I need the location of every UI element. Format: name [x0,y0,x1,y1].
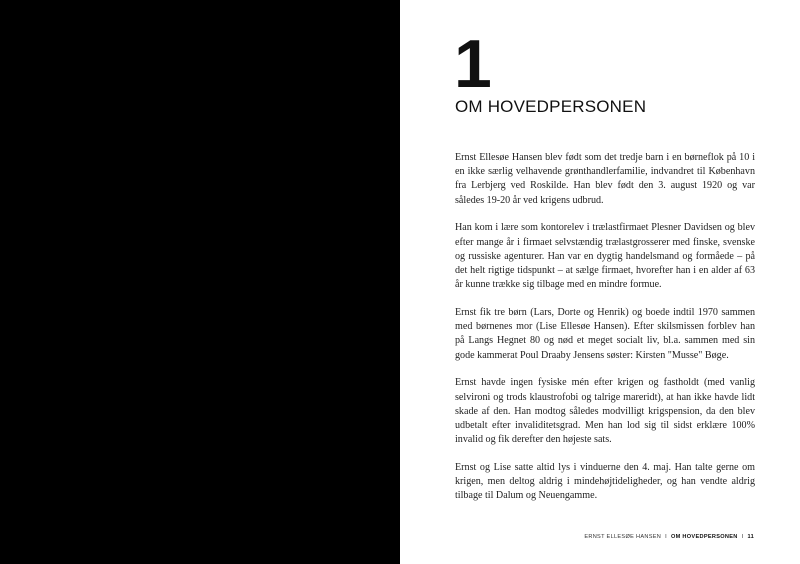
page-footer [584,534,754,540]
footer-separator: I [665,534,667,540]
chapter-number: 1 [454,26,490,102]
paragraph: Ernst havde ingen fysiske mén efter krigen og fastholdt (med vanlig selvironi og trods klaustrofobi og talrige mareridt), at han ikke havde lidt skade af den. Han modtog således modvilligt krigspension, da den blev udbetalt efter invaliditetsgrad. Men han lod sig til sidst erklære 100% invalid og fik derefter den højeste sats. [455,377,755,446]
body-text [455,151,755,517]
page-number: 11 [747,534,754,540]
footer-separator: I [741,534,744,540]
chapter-title: OM HOVEDPERSONEN [455,97,647,116]
paragraph: Ernst Ellesøe Hansen blev født som det tredje barn i en børneflok på 10 i en ikke særlig velhavende grønthandlerfamilie, indvandret til København fra Lerbjerg ved Roskilde. Han blev født den 3. august 1920 og var således 19-20 år ved krigens udbrud. [455,152,755,206]
right-page [400,0,800,564]
footer-book-title: ERNST ELLESØE HANSEN [584,534,662,540]
footer-chapter-title: OM HOVEDPERSONEN [670,534,738,540]
paragraph: Han kom i lære som kontorelev i trælastfirmaet Plesner Davidsen og blev efter mange år i firmaet selvstændig trælastgrosserer med finske, svenske og russiske agenturer. Han var en dygtig handelsmand og formåede – på det helt rigtige tidspunkt – at sælge firmaet, hvorefter han i en alder af 63 år kunne trække sig tilbage med en mindre formue. [455,222,755,291]
paragraph: Ernst og Lise satte altid lys i vinduerne den 4. maj. Han talte gerne om krigen, men deltog aldrig i mindehøjtideligheder, og han vendte aldrig tilbage til Dalum og Neuengamme. [455,462,755,502]
paragraph: Ernst fik tre børn (Lars, Dorte og Henrik) og boede indtil 1970 sammen med børnenes mor (Lise Ellesøe Hansen). Efter skilsmissen forblev han på Langs Hegnet 80 og nød et meget socialt liv, bl.a. sammen med sin gode kammerat Poul Draaby Jensens søster: Kirsten "Musse" Bøge. [455,307,755,361]
